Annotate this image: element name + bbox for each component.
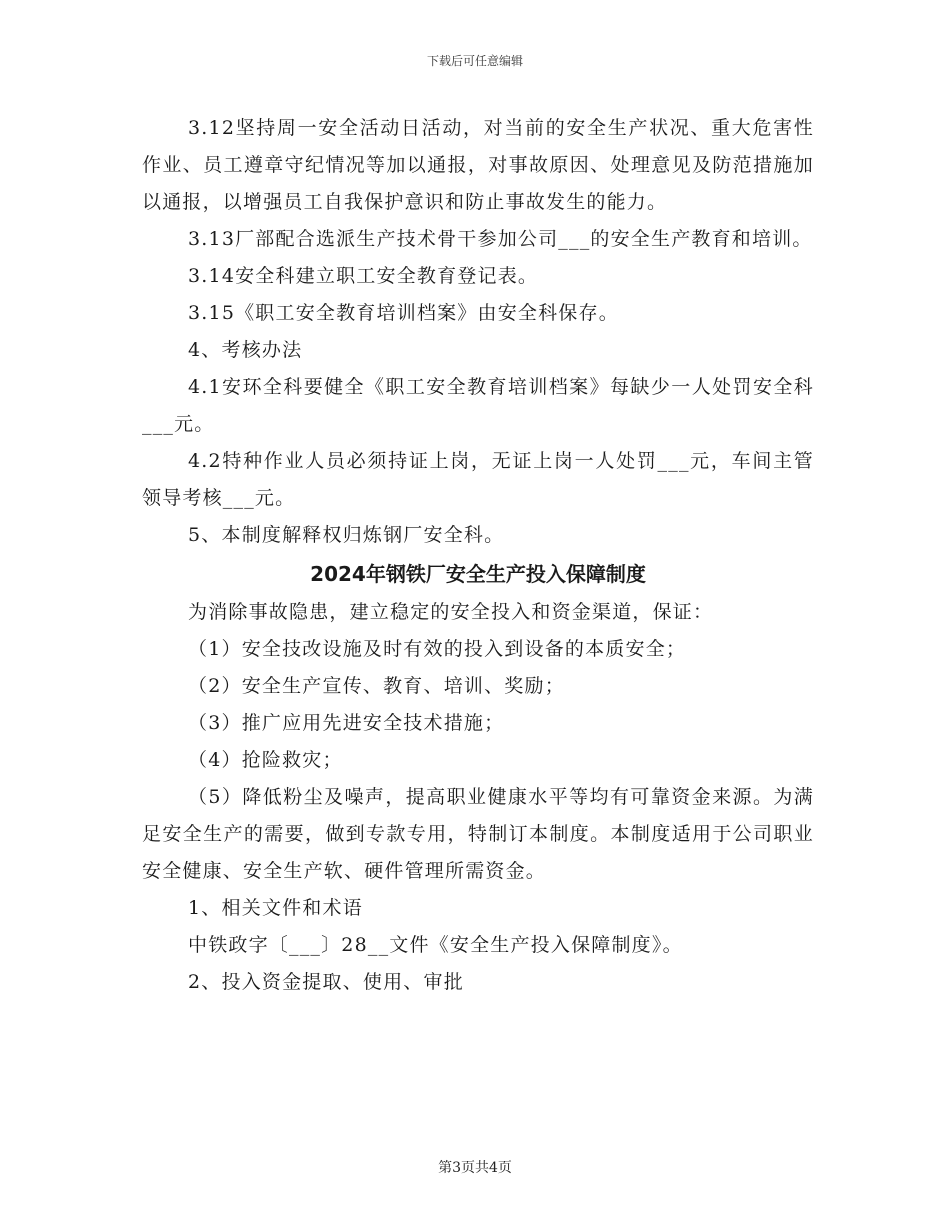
page-header: 下载后可任意编辑: [426, 54, 523, 68]
paragraph-3-12: 3.12坚持周一安全活动日活动，对当前的安全生产状况、重大危害性作业、员工遵章守纪情况等加以通报，对事故原因、处理意见及防范措施加以通报，以增强员工自我保护意识和防止事故发生的能力。: [142, 117, 814, 213]
page-footer: 第3页共4页: [438, 1160, 512, 1176]
paragraph-4-2: 4.2特种作业人员必须持证上岗，无证上岗一人处罚___元，车间主管领导考核___元。: [142, 450, 814, 509]
list-item-5: （5）降低粉尘及噪声，提高职业健康水平等均有可靠资金来源。为满足安全生产的需要，做到专款专用，特制订本制度。本制度适用于公司职业安全健康、安全生产软、硬件管理所需资金。: [142, 786, 814, 882]
intro-paragraph: 为消除事故隐患，建立稳定的安全投入和资金渠道，保证：: [188, 601, 714, 623]
paragraph-4-1: 4.1安环全科要健全《职工安全教育培训档案》每缺少一人处罚安全科___元。: [142, 376, 814, 435]
heading-related-docs: 1、相关文件和术语: [188, 897, 363, 919]
paragraph-document-ref: 中铁政字〔___〕28__文件《安全生产投入保障制度》。: [188, 934, 683, 956]
list-item-4: （4）抢险救灾；: [188, 749, 343, 771]
heading-funding: 2、投入资金提取、使用、审批: [188, 971, 464, 993]
paragraph-5: 5、本制度解释权归炼钢厂安全科。: [188, 524, 505, 546]
list-item-3: （3）推广应用先进安全技术措施；: [188, 712, 505, 734]
paragraph-3-13: 3.13厂部配合选派生产技术骨干参加公司___的安全生产教育和培训。: [188, 228, 813, 250]
list-item-2: （2）安全生产宣传、教育、培训、奖励；: [188, 675, 565, 697]
list-item-1: （1）安全技改设施及时有效的投入到设备的本质安全；: [188, 638, 687, 660]
section-title: 2024年钢铁厂安全生产投入保障制度: [310, 562, 646, 586]
document-body: [142, 110, 814, 1001]
paragraph-3-15: 3.15《职工安全教育培训档案》由安全科保存。: [188, 302, 619, 324]
paragraph-3-14: 3.14安全科建立职工安全教育登记表。: [188, 265, 539, 287]
heading-assessment: 4、考核办法: [188, 339, 303, 361]
